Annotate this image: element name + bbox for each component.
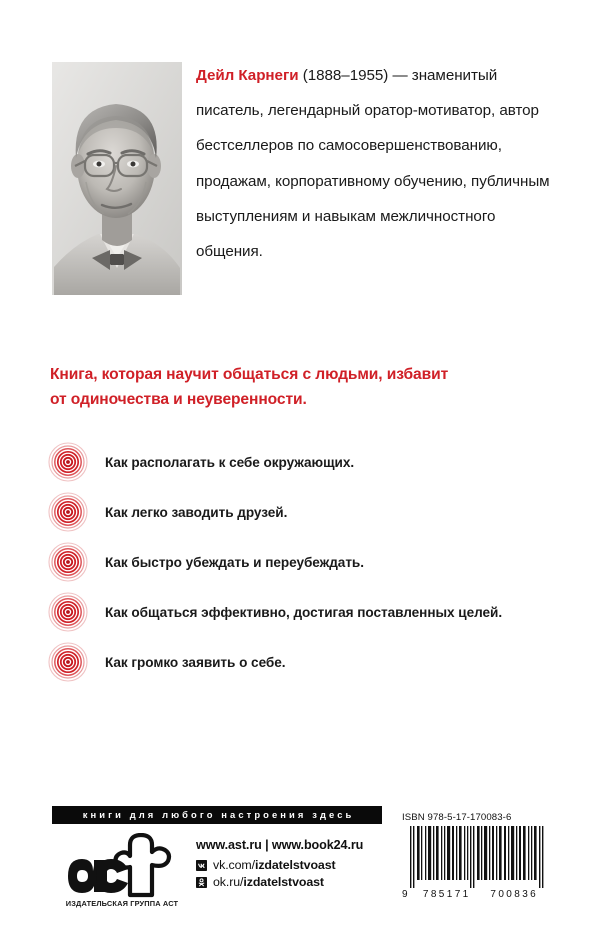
author-bio-line-1: знаменитый писатель, легендарный <box>196 67 498 120</box>
ok-handle: izdatelstvoast <box>243 875 324 889</box>
author-life-years: (1888–1955) — <box>302 67 408 84</box>
promo-headline-line-2: от одиночества и неуверенности. <box>50 391 307 408</box>
website-links[interactable]: www.ast.ru | www.book24.ru <box>196 838 364 852</box>
social-link-ok[interactable] <box>196 875 363 889</box>
isbn-label: ISBN 978-5-17-170083-6 <box>402 812 512 823</box>
promo-headline-line-1: Книга, которая научит общаться с людьми, избавит <box>50 366 449 383</box>
barcode-right-group: 700836 <box>490 889 539 900</box>
barcode-lead-digit: 9 <box>402 889 409 900</box>
list-item-label: Как быстро убеждать и переубеждать. <box>105 554 364 570</box>
author-bio-line-6: межличностного общения. <box>196 207 496 261</box>
author-bio-line-2: оратор-мотиватор, автор бестселлеров <box>196 102 539 155</box>
ast-logo <box>62 833 182 899</box>
list-item-label: Как легко заводить друзей. <box>105 504 288 520</box>
author-bio-line-3: по самосовершенствованию, <box>297 137 502 155</box>
ok-icon <box>196 877 207 888</box>
author-name: Дейл Карнеги <box>196 67 299 84</box>
ok-prefix: ok.ru/ <box>213 875 244 889</box>
author-bio-line-5: публичным выступлениям и навыкам <box>196 172 550 225</box>
barcode-digits <box>402 889 548 900</box>
vk-icon <box>196 860 207 871</box>
slogan-bar: книги для любого настроения здесь <box>52 806 382 824</box>
vk-handle: izdatelstvoast <box>254 858 336 872</box>
vk-prefix: vk.com/ <box>213 858 255 872</box>
barcode-left-group: 785171 <box>422 889 471 900</box>
list-item-label: Как громко заявить о себе. <box>105 654 286 670</box>
author-bio-line-4: продажам, корпоративному обучению, <box>196 172 467 190</box>
social-link-vk[interactable] <box>196 858 363 872</box>
ast-caption: ИЗДАТЕЛЬСКАЯ ГРУППА АСТ <box>65 899 179 908</box>
isbn-block <box>402 812 548 900</box>
contacts-block <box>196 838 363 892</box>
list-item-label: Как располагать к себе окружающих. <box>105 454 355 470</box>
list-item-label: Как общаться эффективно, достигая поставленных целей. <box>105 604 503 620</box>
barcode-image <box>402 826 548 888</box>
